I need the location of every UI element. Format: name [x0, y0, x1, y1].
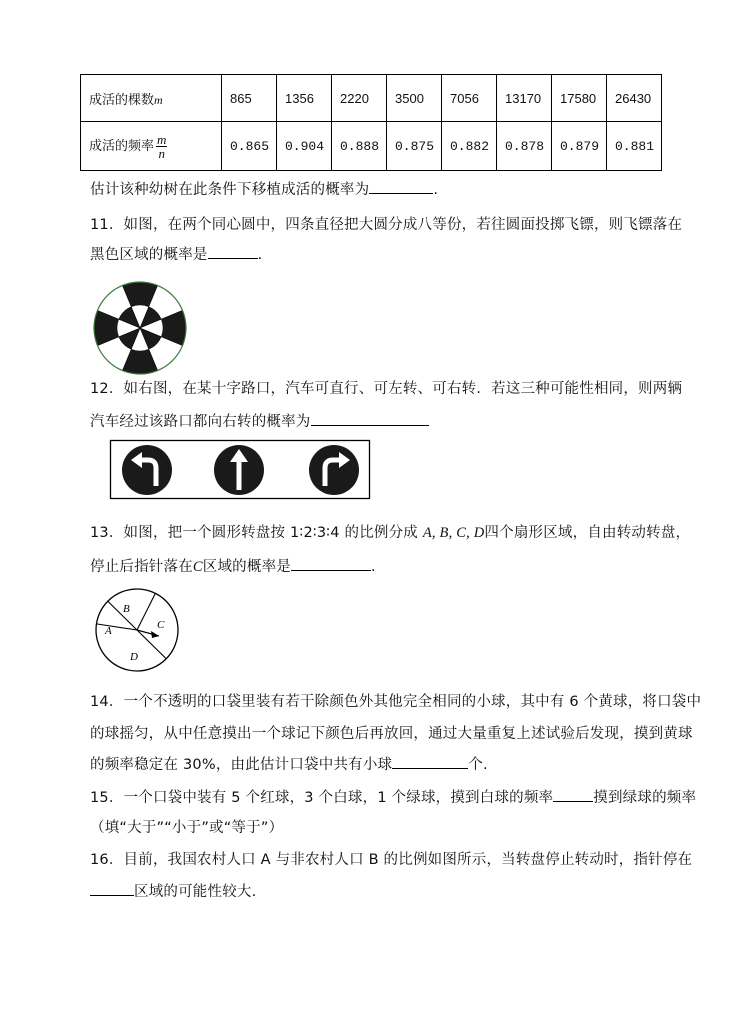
answer-blank[interactable] — [369, 181, 433, 194]
table-cell: 7056 — [442, 75, 497, 122]
q16-line1: 16．目前，我国农村人口 A 与非农村人口 B 的比例如图所示，当转盘停止转动时，指针停在 — [90, 852, 693, 868]
turn-left-sign-icon — [122, 445, 172, 495]
q12-line1: 12．如右图，在某十字路口，汽车可直行、可左转、可右转．若这三种可能性相同，则两辆 — [90, 381, 683, 397]
answer-blank[interactable] — [90, 883, 134, 896]
answer-blank[interactable] — [553, 789, 593, 802]
table-cell: 0.882 — [442, 122, 497, 171]
table-cell: 0.878 — [497, 122, 552, 171]
table-cell: 0.879 — [552, 122, 607, 171]
answer-blank[interactable] — [291, 558, 371, 571]
table-cell: 26430 — [607, 75, 662, 122]
turn-right-sign-icon — [309, 445, 359, 495]
table-cell: 0.865 — [222, 122, 277, 171]
q11-line2: 黑色区域的概率是 . — [90, 247, 263, 263]
answer-blank[interactable] — [208, 246, 258, 259]
sector-label-b: B — [123, 603, 130, 615]
table-cell: 865 — [222, 75, 277, 122]
fraction-m-over-n: $\frac{m}{n}$ — [157, 131, 167, 161]
q11-line1: 11．如图，在两个同心圆中，四条直径把大圆分成八等份，若往圆面投掷飞镖，则飞镖落在 — [90, 217, 683, 233]
table-cell: 2220 — [332, 75, 387, 122]
traffic-signs-figure — [110, 440, 370, 500]
table-cell: 13170 — [497, 75, 552, 122]
spinner-figure — [92, 588, 182, 672]
row-header-count: 成活的棵数m — [81, 75, 222, 122]
q14-line3: 的频率稳定在 30%，由此估计口袋中共有小球 个. — [90, 757, 488, 773]
table-row — [81, 122, 662, 171]
table-cell: 0.881 — [607, 122, 662, 171]
q13-line2: 停止后指针落在C区域的概率是 . — [90, 559, 376, 575]
table-cell: 0.888 — [332, 122, 387, 171]
q15-line1: 15．一个口袋中装有 5 个红球，3 个白球，1 个绿球，摸到白球的频率 摸到绿球的频率 — [90, 790, 697, 806]
sector-label-d: D — [130, 651, 138, 663]
q16-line2: 区域的可能性较大. — [90, 880, 256, 901]
q10-line: 估计该种幼树在此条件下移植成活的概率为 . — [90, 182, 439, 198]
table-row — [81, 75, 662, 122]
q14-line2: 的球摇匀，从中任意摸出一个球记下颜色后再放回，通过大量重复上述试验后发现，摸到黄球 — [90, 726, 693, 742]
row-header-frequency: 成活的频率 $\frac{m}{n}$ — [81, 122, 222, 171]
answer-blank[interactable] — [392, 756, 468, 769]
frequency-table — [80, 74, 662, 171]
sector-label-a: A — [105, 625, 112, 637]
dartboard-figure — [92, 280, 188, 376]
answer-blank[interactable] — [311, 413, 429, 426]
q12-line2: 汽车经过该路口都向右转的概率为 — [90, 410, 429, 431]
table-cell: 0.875 — [387, 122, 442, 171]
sector-label-c: C — [157, 619, 165, 631]
table-cell: 17580 — [552, 75, 607, 122]
straight-arrow-sign-icon — [214, 445, 264, 495]
table-cell: 0.904 — [277, 122, 332, 171]
table-cell: 1356 — [277, 75, 332, 122]
q15-line2: （填“大于”“小于”或“等于”） — [90, 820, 284, 836]
q13-line1: 13．如图，把一个圆形转盘按 1∶2∶3∶4 的比例分成 A, B, C, D四个扇形区域，自由转动转盘， — [90, 525, 691, 541]
table-cell: 3500 — [387, 75, 442, 122]
q14-line1: 14．一个不透明的口袋里装有若干除颜色外其他完全相同的小球，其中有 6 个黄球，将口袋中 — [90, 694, 702, 710]
